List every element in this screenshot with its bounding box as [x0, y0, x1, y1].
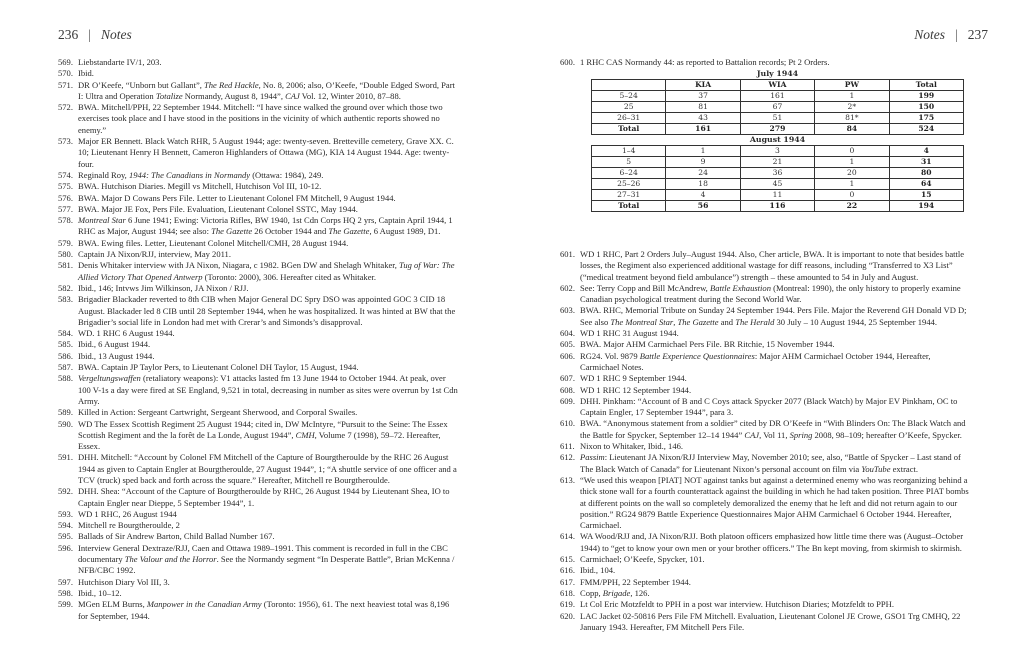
- endnote-text: Brigadier Blackader reverted to 8th CIB when Major General DC Spry DSO was appointed GOC 3 CID 18 August. Blackader led 8 CIB until 28 September 1944, when he was hospitalized. It was hinted at BW that the Brigadier’s social life in London had met with Crerar’s and Simonds’s disapproval.: [78, 294, 456, 327]
- endnote-number: 574.: [58, 169, 73, 180]
- endnote: [58, 294, 458, 328]
- endnote-number: 573.: [58, 136, 73, 147]
- table-row: [592, 113, 964, 124]
- section-title: Notes: [914, 27, 946, 42]
- endnote-text: Ibid., 104.: [580, 565, 616, 576]
- endnote: [58, 136, 458, 170]
- endnote-text: BWA. Major D Cowans Pers File. Letter to Lieutenant Colonel FM Mitchell, 9 August 1944.: [78, 192, 396, 203]
- endnote-number: 617.: [560, 576, 575, 587]
- total-cell: 116: [740, 201, 814, 212]
- endnote: [560, 418, 970, 441]
- table-cell: 150: [889, 102, 963, 113]
- endnote-text: BWA. Major AHM Carmichael Pers File. BR Ritchie, 15 November 1944.: [580, 339, 835, 350]
- endnote-text: WD 1 RHC 12 September 1944.: [580, 384, 692, 395]
- endnote: [58, 531, 458, 542]
- section-title: Notes: [100, 27, 132, 42]
- table-total-row: [592, 124, 964, 135]
- endnotes-list: [58, 57, 458, 622]
- endnote-number: 603.: [560, 305, 575, 316]
- endnote-text: Lt Col Eric Motzfeldt to PPH in a post war interview. Hutchison Diaries; Motzfeldt to PPH.: [580, 599, 894, 610]
- table-cell: 80: [889, 168, 963, 179]
- endnote-text: Ibid., 6 August 1944.: [78, 339, 151, 350]
- endnote-number: 620.: [560, 610, 575, 621]
- endnote-number: 576.: [58, 192, 73, 203]
- endnote: [58, 238, 458, 249]
- endnote-text: MGen ELM Burns, Manpower in the Canadian Army (Toronto: 1956), 61. The next heaviest total was 8,196 for September, 1944.: [78, 599, 450, 621]
- total-cell: 279: [740, 124, 814, 135]
- endnote: [560, 305, 970, 328]
- table-row: [592, 179, 964, 190]
- table-cell: 51: [740, 113, 814, 124]
- endnote-text: WD 1 RHC, 26 August 1944: [78, 508, 177, 519]
- endnote-number: 569.: [58, 57, 73, 67]
- right-page: [512, 0, 1024, 662]
- endnote-number: 570.: [58, 68, 73, 79]
- july-table-caption: July 1944: [756, 69, 799, 78]
- endnote-number: 615.: [560, 554, 575, 565]
- table-cell: 20: [815, 168, 889, 179]
- endnote: [58, 260, 458, 283]
- endnote-number: 587.: [58, 362, 73, 373]
- endnote: [560, 385, 970, 396]
- endnote-number: 589.: [58, 407, 73, 418]
- header-separator: |: [955, 27, 958, 42]
- column-header: WIA: [740, 80, 814, 91]
- endnote-text: Denis Whitaker interview with JA Nixon, Niagara, c 1982. BGen DW and Shelagh Whitaker, Tug of War: The Allied Victory That Opened Antwerp (Toronto: 2000), 306. Hereafter cited as Whitaker.: [78, 260, 455, 282]
- table-cell: 67: [740, 102, 814, 113]
- total-cell: 161: [666, 124, 740, 135]
- endnote-number: 583.: [58, 294, 73, 305]
- endnote: [560, 283, 970, 306]
- endnote: [58, 588, 458, 599]
- endnote: [58, 543, 458, 577]
- date-range-cell: 25–26: [592, 179, 666, 190]
- endnote-text: Ibid., 146; Intvws Jim Wilkinson, JA Nixon / RJJ.: [78, 282, 249, 293]
- endnote-text: RG24. Vol. 9879 Battle Experience Questionnaires: Major AHM Carmichael October 1944, Hereafter, Carmichael Notes.: [580, 350, 931, 372]
- endnote-number: 585.: [58, 339, 73, 350]
- table-cell: 1: [815, 91, 889, 102]
- endnote-text: DHH. Pinkham: “Account of B and C Coys attack Spycker 2077 (Black Watch) by Major EV Pinkham, OC to Captain Engler, 17 September 1944”, para 3.: [580, 395, 958, 418]
- table-cell: 31: [889, 157, 963, 168]
- endnote-text: Montreal Star 6 June 1941; Ewing: Victoria Rifles, BW 1940, 1st Cdn Corps HQ 2 yrs, Captain April 1944, 1 RHC as Major, August 1944; see also: The Gazette 26 October 1944 and The Gazette, 6 August 1989, D1.: [78, 215, 453, 237]
- endnote-number: 571.: [58, 79, 73, 90]
- endnote-number: 596.: [58, 542, 73, 553]
- endnote: [58, 419, 458, 453]
- august-table-caption: August 1944: [749, 135, 806, 144]
- endnote: [560, 599, 970, 610]
- endnote-text: 1 RHC CAS Normandy 44: as reported to Battalion records; Pt 2 Orders.: [580, 57, 830, 67]
- endnote: [58, 328, 458, 339]
- endnote-number: 609.: [560, 395, 575, 406]
- endnote: [560, 339, 970, 350]
- total-cell: Total: [592, 124, 666, 135]
- endnote: [58, 68, 458, 79]
- page-number: 236: [58, 27, 79, 42]
- endnote-number: 599.: [58, 599, 73, 610]
- page-number: 237: [967, 27, 988, 42]
- endnote: [58, 509, 458, 520]
- endnote-text: Nixon to Whitaker, Ibid., 146.: [580, 441, 683, 452]
- endnote: [560, 475, 970, 531]
- endnote-text: Copp, Brigade, 126.: [580, 587, 650, 598]
- table-cell: 18: [666, 179, 740, 190]
- table-cell: 45: [740, 179, 814, 190]
- total-cell: 56: [666, 201, 740, 212]
- endnote-text: LAC Jacket 02-50816 Pers File FM Mitchell. Evaluation, Lieutenant Colonel JE Crowe, GSO1 Trg CMHQ, 22 January 1943. Hereafter, FM Mitchell Pers File.: [580, 610, 961, 632]
- endnote-text: Killed in Action: Sergeant Cartwright, Sergeant Sherwood, and Corporal Swailes.: [78, 407, 358, 418]
- date-range-cell: 1–4: [592, 146, 666, 157]
- endnote-number: 581.: [58, 260, 73, 271]
- total-cell: 22: [815, 201, 889, 212]
- table-row: [592, 91, 964, 102]
- endnote-text: Ibid., 10–12.: [78, 587, 122, 598]
- total-cell: Total: [592, 201, 666, 212]
- endnote: [560, 531, 970, 554]
- endnote-number: 591.: [58, 452, 73, 463]
- table-cell: 161: [740, 91, 814, 102]
- endnotes-list-bottom: [560, 249, 970, 633]
- endnote-text: Mitchell re Bourgtheroulde, 2: [78, 520, 180, 531]
- endnote-number: 607.: [560, 373, 575, 384]
- table-row: [592, 190, 964, 201]
- endnote: [58, 362, 458, 373]
- endnote: [58, 339, 458, 350]
- endnote-text: WD 1 RHC 9 September 1944.: [580, 373, 687, 384]
- endnote-text: DHH. Shea: “Account of the Capture of Bourgtheroulde by RHC, 26 August 1944 by Lieutenant Shea, IO to Captain Engler near Dieppe, 5 September 1944”, 1.: [78, 486, 450, 508]
- column-header: KIA: [666, 80, 740, 91]
- total-cell: 524: [889, 124, 963, 135]
- table-row: [592, 146, 964, 157]
- endnote-text: WD 1 RHC 31 August 1944.: [580, 328, 679, 339]
- column-header: [592, 80, 666, 91]
- endnote-text: WD The Essex Scottish Regiment 25 August 1944; cited in, DW McIntyre, “Pursuit to the Seine: The Essex Scottish Regiment and the la forêt de La Londe, August 1944”, CMH, Volume 7 (1998), 59–72. Hereafter, Essex.: [78, 418, 448, 452]
- table-row: [592, 102, 964, 113]
- endnote-number: 598.: [58, 587, 73, 598]
- endnote-text: BWA. Hutchison Diaries. Megill vs Mitchell, Hutchison Vol III, 10-12.: [78, 181, 322, 192]
- endnote: [58, 249, 458, 260]
- endnote-number: 608.: [560, 384, 575, 395]
- endnote-text: Ibid., 13 August 1944.: [78, 350, 155, 361]
- date-range-cell: 5: [592, 157, 666, 168]
- table-header-row: [592, 80, 964, 91]
- endnote-number: 614.: [560, 531, 575, 542]
- table-cell: 0: [815, 146, 889, 157]
- endnote-text: “We used this weapon [PIAT] NOT against tanks but against a determined enemy who was reorganizing behind a thick stone wall for a fourth counterattack against the building in which he had taken position. Three PIAT bombs at different points on the wall so completely demoralized the enemy that he left and did not return again to our position.” RG24 9879 Battle Experience Questionnaires Major AHM Carmichael 6 October 1944. Hereafter, Carmichael.: [580, 474, 969, 531]
- table-row: [592, 157, 964, 168]
- column-header: Total: [889, 80, 963, 91]
- endnote-number: 582.: [58, 282, 73, 293]
- endnote: [58, 577, 458, 588]
- endnote: [58, 80, 458, 103]
- endnote-text: Vergeltungswaffen (retaliatory weapons): V1 attacks lasted fm 13 June 1944 to October 1944. At peak, over 100 V-1s a day were fired at SE England, 9,521 in total, decreasing in number as sites were overrun by 1st Cdn Army.: [78, 373, 458, 406]
- endnote-number: 612.: [560, 452, 575, 463]
- table-cell: 199: [889, 91, 963, 102]
- endnote-text: DHH. Mitchell: “Account by Colonel FM Mitchell of the Capture of Bourgtheroulde by the RHC 26 August 1944 as given to Captain Engler at Bourgtheroulde, 27 August 1944”, 1; “A shuttle service of one officer and a TCV (truck) sped back and forth across the square.” Hereafter, Mitchell re Bourgtheroulde.: [78, 452, 457, 485]
- endnote-text: Ibid.: [78, 68, 94, 79]
- endnote-number: 594.: [58, 520, 73, 531]
- august-casualty-table: [591, 145, 964, 212]
- table-cell: 37: [666, 91, 740, 102]
- endnote: [58, 215, 458, 238]
- endnote-text: Interview General Dextraze/RJJ, Caen and Ottawa 1989–1991. This comment is recorded in full in the CBC documentary The Valour and the Horror. See the Normandy segment “In Desperate Battle”, Brian McKenna / NFB/CBC 1992.: [78, 542, 455, 576]
- left-running-head: [58, 27, 132, 43]
- endnote: [58, 204, 458, 215]
- table-cell: 24: [666, 168, 740, 179]
- endnote-text: FMM/PPH, 22 September 1944.: [580, 576, 691, 587]
- endnote-number: 597.: [58, 576, 73, 587]
- total-cell: 194: [889, 201, 963, 212]
- date-range-cell: 26–31: [592, 113, 666, 124]
- endnote: [560, 328, 970, 339]
- endnote-text: Passim: Lieutenant JA Nixon/RJJ Interview May, November 2010; see, also, “Battle of Spycker – Last stand of The Black Watch of Canada” for Lieutenant Nixon’s personal account on film via YouTube extract.: [580, 452, 961, 474]
- endnote-text: Major ER Bennett. Black Watch RHR, 5 August 1944; age: twenty-seven. Bretteville cemetery, Grave XX. C. 10; Lieutenant Henry H Bennett, Cameron Highlanders of Ottawa (MG), KIA 14 August 1944. Age: twenty-four.: [78, 136, 454, 169]
- table-cell: 43: [666, 113, 740, 124]
- endnote-text: DR O’Keefe, “Unborn but Gallant”, The Red Hackle, No. 8, 2006; also, O’Keefe, “Double Edged Sword, Part I: Ultra and Operation Totalize Normandy, August 8, 1944”, CAJ Vol. 12, Winter 2010, 87–88.: [78, 79, 455, 101]
- table-cell: 11: [740, 190, 814, 201]
- endnote-text: BWA. Mitchell/PPH, 22 September 1944. Mitchell: “I have since walked the ground over which those two exercises took place and I have stood in the positions in the vicinity of which authentic reports showed no enemy.”: [78, 102, 443, 135]
- endnote-number: 588.: [58, 373, 73, 384]
- endnote: [58, 170, 458, 181]
- table-cell: 175: [889, 113, 963, 124]
- endnote-number: 606.: [560, 350, 575, 361]
- endnote: [58, 283, 458, 294]
- endnote: [560, 249, 970, 283]
- table-cell: 1: [666, 146, 740, 157]
- table-cell: 64: [889, 179, 963, 190]
- endnote: [58, 407, 458, 418]
- endnote: [58, 599, 458, 622]
- casualty-tables: [591, 69, 964, 212]
- endnote: [560, 373, 970, 384]
- date-range-cell: 25: [592, 102, 666, 113]
- date-range-cell: 5–24: [592, 91, 666, 102]
- table-cell: 4: [889, 146, 963, 157]
- endnote-number: 613.: [560, 474, 575, 485]
- endnote-text: Liebstandarte IV/1, 203.: [78, 57, 162, 67]
- endnote: [560, 554, 970, 565]
- endnote-number: 572.: [58, 102, 73, 113]
- endnote: [560, 57, 970, 68]
- endnote-number: 590.: [58, 418, 73, 429]
- endnote: [560, 396, 970, 419]
- endnote-number: 578.: [58, 215, 73, 226]
- july-casualty-table: [591, 79, 964, 135]
- endnote: [560, 611, 970, 634]
- table-cell: 0: [815, 190, 889, 201]
- endnote-text: WA Wood/RJJ and, JA Nixon/RJJ. Both platoon officers emphasized how little time there was (August–October 1944) to “get to know your own men or your brother officers.” The Bn kept moving, from skirmish to skirmish.: [580, 531, 964, 553]
- endnote: [560, 351, 970, 374]
- endnote: [560, 452, 970, 475]
- endnote-number: 600.: [560, 57, 575, 67]
- date-range-cell: 27–31: [592, 190, 666, 201]
- endnote: [58, 193, 458, 204]
- date-range-cell: 6–24: [592, 168, 666, 179]
- table-cell: 4: [666, 190, 740, 201]
- endnote-number: 616.: [560, 565, 575, 576]
- table-cell: 9: [666, 157, 740, 168]
- header-separator: |: [88, 27, 91, 42]
- endnote-text: WD 1 RHC, Part 2 Orders July–August 1944. Also, Cher article, BWA. It is important to note that besides battle losses, the Regiment also experienced additional wastage for diff reasons, including “Transferred to X3 List” (“medical treatment beyond field ambulance”) strength – these amounted to 54 in July and August.: [580, 249, 965, 282]
- right-running-head: [914, 27, 988, 43]
- endnote-number: 577.: [58, 203, 73, 214]
- total-cell: 84: [815, 124, 889, 135]
- endnote-number: 619.: [560, 599, 575, 610]
- endnotes-list-top: [560, 57, 970, 68]
- endnote: [58, 486, 458, 509]
- endnote-text: Ballads of Sir Andrew Barton, Child Ballad Number 167.: [78, 531, 275, 542]
- endnote: [58, 351, 458, 362]
- endnote-number: 580.: [58, 249, 73, 260]
- endnote: [560, 577, 970, 588]
- table-row: [592, 168, 964, 179]
- endnote: [58, 373, 458, 407]
- endnote-text: BWA. Ewing files. Letter, Lieutenant Colonel Mitchell/CMH, 28 August 1944.: [78, 237, 349, 248]
- table-cell: 1: [815, 157, 889, 168]
- endnote: [58, 452, 458, 486]
- endnote-number: 604.: [560, 328, 575, 339]
- endnote: [58, 57, 458, 68]
- endnote-number: 595.: [58, 531, 73, 542]
- endnote-number: 586.: [58, 350, 73, 361]
- endnote: [560, 565, 970, 576]
- endnote-text: Hutchison Diary Vol III, 3.: [78, 576, 170, 587]
- endnote-number: 575.: [58, 181, 73, 192]
- endnote-text: Captain JA Nixon/RJJ, interview, May 2011.: [78, 249, 231, 260]
- endnote: [560, 441, 970, 452]
- endnote-text: BWA. Captain JP Taylor Pers, to Lieutenant Colonel DH Taylor, 15 August, 1944.: [78, 362, 359, 373]
- table-cell: 81: [666, 102, 740, 113]
- endnote-number: 592.: [58, 486, 73, 497]
- table-cell: 3: [740, 146, 814, 157]
- endnote-number: 593.: [58, 508, 73, 519]
- endnote-text: WD. 1 RHC 6 August 1944.: [78, 328, 175, 339]
- endnote: [58, 520, 458, 531]
- endnote-number: 610.: [560, 418, 575, 429]
- endnote-text: Reginald Roy, 1944: The Canadians in Normandy (Ottawa: 1984), 249.: [78, 169, 324, 180]
- table-cell: 1: [815, 179, 889, 190]
- endnote: [58, 181, 458, 192]
- endnote-number: 601.: [560, 249, 575, 259]
- endnote: [560, 588, 970, 599]
- endnote-number: 605.: [560, 339, 575, 350]
- endnote-number: 611.: [560, 441, 575, 452]
- endnote-number: 618.: [560, 587, 575, 598]
- table-cell: 21: [740, 157, 814, 168]
- table-cell: 81*: [815, 113, 889, 124]
- endnote-text: BWA. RHC, Memorial Tribute on Sunday 24 September 1944. Pers File. Major the Reverend GH Donald VD D; See also The Montreal Star, The Gazette and The Herald 30 July – 10 August 1944, 25 September 1944.: [580, 305, 967, 327]
- endnote-text: See: Terry Copp and Bill McAndrew, Battle Exhaustion (Montreal: 1990), the only history to properly examine Canadian psychological treatment during the Second World War.: [580, 282, 961, 305]
- endnote-text: BWA. “Anonymous statement from a soldier” cited by DR O’Keefe in “With Blinders On: The Black Watch and the Battle for Spycker, September 12–14 1944” CAJ, Vol 11, Spring 2008, 98–109; hereafter O’Keefe, Spycker.: [580, 418, 966, 440]
- table-total-row: [592, 201, 964, 212]
- endnote: [58, 102, 458, 136]
- endnote-text: BWA. Major JE Fox, Pers File. Evaluation, Lieutenant Colonel SSTC, May 1944.: [78, 203, 358, 214]
- table-cell: 15: [889, 190, 963, 201]
- endnote-number: 579.: [58, 237, 73, 248]
- table-cell: 2*: [815, 102, 889, 113]
- endnote-number: 602.: [560, 282, 575, 293]
- column-header: PW: [815, 80, 889, 91]
- table-cell: 36: [740, 168, 814, 179]
- endnote-text: Carmichael; O’Keefe, Spycker, 101.: [580, 554, 705, 565]
- endnote-number: 584.: [58, 328, 73, 339]
